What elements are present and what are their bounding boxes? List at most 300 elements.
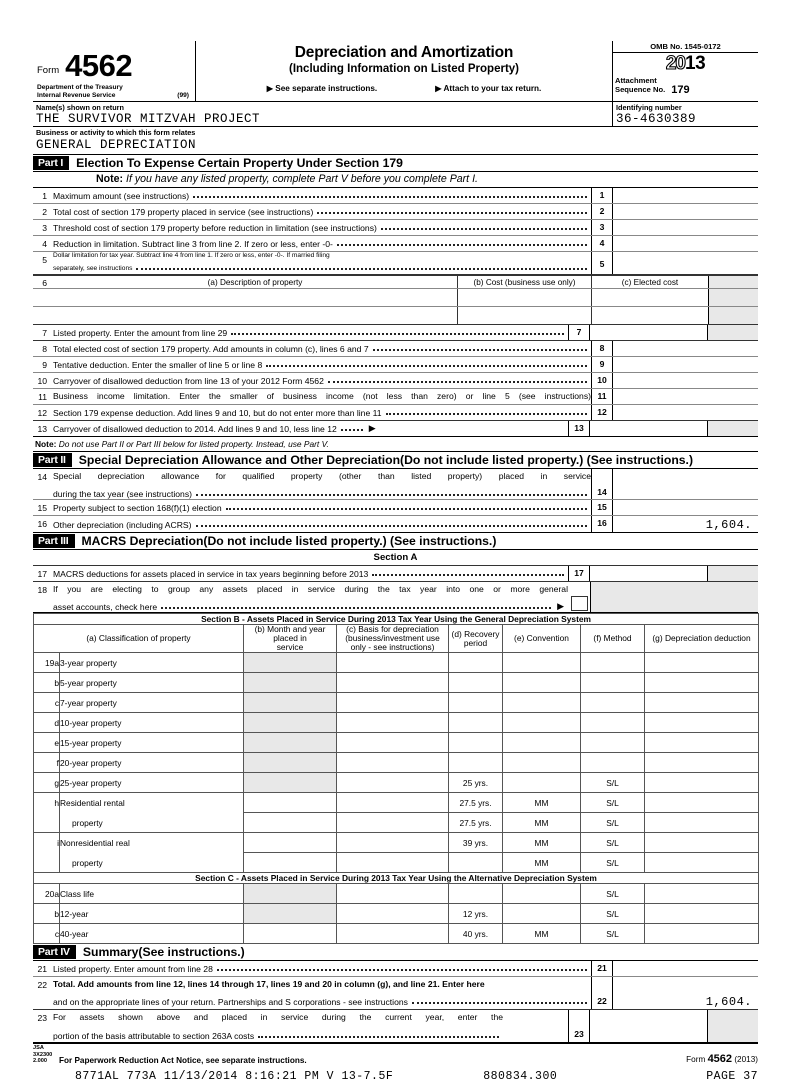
row-19g-basis[interactable] bbox=[337, 773, 449, 793]
line-10-value[interactable] bbox=[613, 373, 758, 388]
line-6-table-header bbox=[33, 275, 758, 288]
line-6-col-b-header: (b) Cost (business use only) bbox=[457, 276, 591, 288]
line-16-row bbox=[33, 516, 758, 532]
row-19a-label: 3-year property bbox=[60, 653, 244, 673]
row-20b-recovery: 12 yrs. bbox=[449, 904, 503, 924]
row-19e-convention[interactable] bbox=[503, 733, 581, 753]
leader-dots bbox=[373, 341, 587, 351]
part-3-title-note: (Do not include listed property.) (See instructions.) bbox=[203, 534, 497, 549]
row-19a-deduction[interactable] bbox=[645, 653, 759, 673]
line-9-text: Tentative deduction. Enter the smaller of line 5 or line 8 bbox=[53, 360, 263, 371]
line-2-box-number: 2 bbox=[591, 204, 613, 219]
row-19c-basis[interactable] bbox=[337, 693, 449, 713]
table-row bbox=[34, 693, 759, 713]
part-1-note bbox=[33, 172, 758, 188]
part-1-note-italic: If you have any listed property, complete Part V before you complete Part I. bbox=[123, 173, 478, 186]
line-6-elected-cell-2[interactable] bbox=[591, 307, 708, 324]
section-b-title-row bbox=[34, 614, 759, 625]
line-12-number: 12 bbox=[37, 408, 47, 419]
table-row bbox=[34, 673, 759, 693]
table-row bbox=[34, 924, 759, 944]
row-19a-basis[interactable] bbox=[337, 653, 449, 673]
row-19c-method[interactable] bbox=[581, 693, 645, 713]
leader-dots bbox=[196, 517, 587, 527]
section-b-table bbox=[33, 613, 759, 944]
line-22-text-2: and on the appropriate lines of your return. Partnerships and S corporations - see instructions bbox=[53, 997, 408, 1008]
line-9-number: 9 bbox=[42, 360, 47, 371]
line-5-text-1: Dollar limitation for tax year. Subtract line 4 from line 1. If zero or less, enter -0-. If married filing bbox=[53, 252, 330, 260]
line-23-value[interactable] bbox=[590, 1010, 707, 1042]
section-c-title: Section C - Assets Placed in Service During 2013 Tax Year Using the Alternative Depreciation System bbox=[34, 873, 759, 884]
form-subtitle: (Including Information on Listed Property) bbox=[289, 63, 519, 75]
row-20b-basis[interactable] bbox=[337, 904, 449, 924]
tax-year-digits: 13 bbox=[685, 53, 706, 74]
line-13-text: Carryover of disallowed deduction to 2014. Add lines 9 and 10, less line 12 bbox=[53, 424, 337, 435]
line-21-box-number: 21 bbox=[591, 961, 613, 976]
business-activity-value: GENERAL DEPRECIATION bbox=[36, 138, 197, 153]
row-19f-convention[interactable] bbox=[503, 753, 581, 773]
line-22-box-number: 22 bbox=[591, 977, 613, 1009]
row-19g-deduction[interactable] bbox=[645, 773, 759, 793]
row-19h-recovery: 27.5 yrs. bbox=[449, 793, 503, 813]
line-6-shaded-cell bbox=[708, 276, 758, 288]
leader-dots bbox=[381, 220, 587, 230]
line-8-row bbox=[33, 341, 758, 357]
row-19c-deduction[interactable] bbox=[645, 693, 759, 713]
leader-dots bbox=[266, 357, 587, 367]
table-row bbox=[34, 884, 759, 904]
line-14-number: 14 bbox=[37, 472, 47, 483]
line-8-text: Total elected cost of section 179 property. Add amounts in column (c), lines 6 and 7 bbox=[53, 344, 369, 355]
line-6-desc-cell-1[interactable] bbox=[33, 289, 457, 306]
attachment-label-1: Attachment bbox=[615, 76, 657, 85]
name-field-block[interactable] bbox=[33, 102, 613, 126]
row-19g-convention[interactable] bbox=[503, 773, 581, 793]
row-19d-method[interactable] bbox=[581, 713, 645, 733]
line-1-value[interactable] bbox=[613, 188, 758, 203]
line-18-text-2: asset accounts, check here bbox=[53, 602, 158, 613]
row-20c-convention: MM bbox=[503, 924, 581, 944]
line-4-value[interactable] bbox=[613, 236, 758, 251]
line-8-value[interactable] bbox=[613, 341, 758, 356]
leader-dots bbox=[226, 500, 587, 510]
table-row bbox=[34, 813, 759, 833]
col-a-header: (a) Classification of property bbox=[34, 625, 244, 653]
line-6-row bbox=[33, 306, 758, 324]
row-20c-month-year[interactable] bbox=[244, 924, 337, 944]
attachment-sequence-number: 179 bbox=[671, 83, 690, 96]
row-20a-label: Class life bbox=[60, 884, 244, 904]
line-11-row bbox=[33, 389, 758, 405]
row-20c-deduction[interactable] bbox=[645, 924, 759, 944]
line-21-value[interactable] bbox=[613, 961, 758, 976]
see-instructions-note: ▶ See separate instructions. bbox=[266, 84, 378, 93]
line-15-text: Property subject to section 168(f)(1) election bbox=[53, 503, 222, 514]
row-19f-recovery[interactable] bbox=[449, 753, 503, 773]
line-12-text: Section 179 expense deduction. Add lines 9 and 10, but do not enter more than line 11 bbox=[53, 408, 382, 419]
line-18-checkbox[interactable] bbox=[571, 596, 588, 611]
business-activity-caption: Business or activity to which this form relates bbox=[36, 128, 196, 138]
line-6-elected-cell-1[interactable] bbox=[591, 289, 708, 306]
line-18-row bbox=[33, 582, 758, 613]
row-19g-recovery: 25 yrs. bbox=[449, 773, 503, 793]
part-3-bar bbox=[33, 532, 758, 550]
row-19f-month-year bbox=[244, 753, 337, 773]
row-19f-method[interactable] bbox=[581, 753, 645, 773]
row-20a-recovery[interactable] bbox=[449, 884, 503, 904]
row-19d-number: d bbox=[34, 713, 60, 733]
line-3-number: 3 bbox=[42, 223, 47, 234]
row-19h2-label: property bbox=[60, 813, 244, 833]
row-20b-convention[interactable] bbox=[503, 904, 581, 924]
row-19c-label: 7-year property bbox=[60, 693, 244, 713]
row-19i-label: Nonresidential real bbox=[60, 833, 244, 853]
row-19h-convention: MM bbox=[503, 793, 581, 813]
line-5-box-number: 5 bbox=[591, 252, 613, 274]
line-22-value[interactable]: 1,604. bbox=[705, 995, 752, 1010]
line-17-row bbox=[33, 566, 758, 582]
row-20a-number: 20a bbox=[34, 884, 60, 904]
tax-year bbox=[613, 53, 758, 77]
section-b-column-headers bbox=[34, 625, 759, 653]
row-19e-month-year bbox=[244, 733, 337, 753]
department-code: (99) bbox=[177, 92, 189, 100]
line-12-box-number: 12 bbox=[591, 405, 613, 420]
row-19b-deduction[interactable] bbox=[645, 673, 759, 693]
table-row bbox=[34, 733, 759, 753]
omb-number: OMB No. 1545-0172 bbox=[613, 41, 758, 53]
form-footer bbox=[33, 1043, 758, 1064]
row-19i-basis[interactable] bbox=[337, 833, 449, 853]
row-19i2-month-year[interactable] bbox=[244, 853, 337, 873]
row-19e-label: 15-year property bbox=[60, 733, 244, 753]
row-19e-method[interactable] bbox=[581, 733, 645, 753]
line-15-box-number: 15 bbox=[591, 500, 613, 515]
line-15-row bbox=[33, 500, 758, 516]
attachment-sequence bbox=[613, 77, 758, 95]
line-23-row bbox=[33, 1010, 758, 1043]
line-17-text: MACRS deductions for assets placed in service in tax years beginning before 2013 bbox=[53, 569, 369, 580]
line-5-text-2: separately, see instructions bbox=[53, 265, 133, 273]
line-7-box-number: 7 bbox=[568, 325, 590, 340]
line-13-number: 13 bbox=[37, 424, 47, 435]
row-19h-month-year[interactable] bbox=[244, 793, 337, 813]
col-e-header: (e) Convention bbox=[503, 625, 581, 653]
form-number: 4562 bbox=[65, 48, 133, 83]
line-10-number: 10 bbox=[37, 376, 47, 387]
row-19i-method: S/L bbox=[581, 833, 645, 853]
id-field-block[interactable] bbox=[613, 102, 758, 126]
row-19h-basis[interactable] bbox=[337, 793, 449, 813]
part-4-badge: Part IV bbox=[33, 945, 76, 959]
row-20c-method: S/L bbox=[581, 924, 645, 944]
row-20b-number: b bbox=[34, 904, 60, 924]
row-19h-method: S/L bbox=[581, 793, 645, 813]
row-19b-method[interactable] bbox=[581, 673, 645, 693]
line-14-text-1: Special depreciation allowance for qualified property (other than listed property) placed in service bbox=[53, 471, 591, 482]
leader-dots bbox=[258, 1028, 499, 1038]
row-19a-recovery[interactable] bbox=[449, 653, 503, 673]
leader-dots bbox=[161, 599, 551, 609]
row-19f-basis[interactable] bbox=[337, 753, 449, 773]
line-17-number: 17 bbox=[37, 569, 47, 580]
table-row bbox=[34, 713, 759, 733]
leader-dots bbox=[341, 421, 363, 431]
row-20a-basis[interactable] bbox=[337, 884, 449, 904]
line-6-shaded-cell bbox=[708, 289, 758, 306]
row-20a-convention[interactable] bbox=[503, 884, 581, 904]
right-arrow-icon: ▶ bbox=[368, 423, 376, 434]
col-d-header: (d) Recovery period bbox=[449, 625, 503, 653]
part-1-lines-1-4 bbox=[33, 188, 758, 252]
row-20a-deduction[interactable] bbox=[645, 884, 759, 904]
part-1-lines-8-12 bbox=[33, 341, 758, 421]
line-22-text-1: Total. Add amounts from line 12, lines 14 through 17, lines 19 and 20 in column (g), and line 21. Enter here bbox=[53, 979, 485, 990]
right-arrow-icon: ▶ bbox=[557, 601, 564, 612]
line-3-row bbox=[33, 220, 758, 236]
row-19i2-convention: MM bbox=[503, 853, 581, 873]
line-6-desc-cell-2[interactable] bbox=[33, 307, 457, 324]
row-19g-method: S/L bbox=[581, 773, 645, 793]
leader-dots bbox=[136, 260, 587, 270]
table-row bbox=[34, 753, 759, 773]
line-6-number: 6 bbox=[42, 278, 47, 289]
row-20b-month-year bbox=[244, 904, 337, 924]
row-19d-convention[interactable] bbox=[503, 713, 581, 733]
attachment-label-2: Sequence No. bbox=[615, 84, 666, 94]
leader-dots bbox=[337, 236, 587, 246]
line-3-box-number: 3 bbox=[591, 220, 613, 235]
row-19h-label: Residential rental bbox=[60, 793, 244, 813]
row-19e-basis[interactable] bbox=[337, 733, 449, 753]
tax-year-century: 20 bbox=[665, 53, 685, 74]
row-19b-convention[interactable] bbox=[503, 673, 581, 693]
line-1-row bbox=[33, 188, 758, 204]
row-19b-number: b bbox=[34, 673, 60, 693]
identifying-number-value: 36-4630389 bbox=[616, 112, 697, 127]
line-6-cost-cell-2[interactable] bbox=[457, 307, 591, 324]
row-19a-convention[interactable] bbox=[503, 653, 581, 673]
row-19h-deduction[interactable] bbox=[645, 793, 759, 813]
section-c-title-row bbox=[34, 873, 759, 884]
table-row bbox=[34, 853, 759, 873]
footer-form-id: Form 4562 (2013) bbox=[686, 1052, 758, 1065]
line-5-row bbox=[33, 252, 758, 275]
line-18-text-1: If you are electing to group any assets placed in service during the tax year into one or more general bbox=[53, 584, 568, 595]
row-19e-deduction[interactable] bbox=[645, 733, 759, 753]
form-header bbox=[33, 41, 758, 102]
line-18-number: 18 bbox=[37, 585, 47, 596]
row-19d-recovery[interactable] bbox=[449, 713, 503, 733]
line-5-number: 5 bbox=[42, 255, 47, 266]
row-20b-method: S/L bbox=[581, 904, 645, 924]
row-19g-month-year bbox=[244, 773, 337, 793]
department-label: Department of the Treasury Internal Revenue Service bbox=[37, 84, 123, 100]
line-12-row bbox=[33, 405, 758, 421]
line-14-box-number: 14 bbox=[591, 469, 613, 499]
line-6-cost-cell-1[interactable] bbox=[457, 289, 591, 306]
line-10-box-number: 10 bbox=[591, 373, 613, 388]
line-11-box-number: 11 bbox=[591, 389, 613, 404]
line-2-value[interactable] bbox=[613, 204, 758, 219]
line-17-value[interactable] bbox=[590, 566, 707, 581]
attach-return-note: ▶ Attach to your tax return. bbox=[435, 84, 542, 93]
row-19i-deduction[interactable] bbox=[645, 833, 759, 853]
business-activity-block[interactable] bbox=[33, 127, 758, 152]
line-9-box-number: 9 bbox=[591, 357, 613, 372]
row-19i2-method: S/L bbox=[581, 853, 645, 873]
col-f-header: (f) Method bbox=[581, 625, 645, 653]
row-20b-label: 12-year bbox=[60, 904, 244, 924]
col-g-header: (g) Depreciation deduction bbox=[645, 625, 759, 653]
line-6-row bbox=[33, 288, 758, 306]
line-7-row bbox=[33, 324, 758, 341]
row-19h2-basis[interactable] bbox=[337, 813, 449, 833]
line-2-row bbox=[33, 204, 758, 220]
row-19i2-label: property bbox=[60, 853, 244, 873]
table-row bbox=[34, 833, 759, 853]
name-and-id-row bbox=[33, 102, 758, 127]
part-1-bar bbox=[33, 154, 758, 172]
page-number: PAGE 37 bbox=[706, 1069, 758, 1083]
row-20c-basis[interactable] bbox=[337, 924, 449, 944]
part-2-title-note: (Do not include listed property.) (See instructions.) bbox=[400, 453, 694, 468]
footer-trace-line bbox=[33, 1070, 758, 1083]
part-2-badge: Part II bbox=[33, 453, 72, 467]
trace-account: 880834.300 bbox=[483, 1069, 558, 1083]
part-4-title: Summary bbox=[82, 945, 139, 960]
line-7-text: Listed property. Enter the amount from line 29 bbox=[53, 328, 228, 339]
line-4-box-number: 4 bbox=[591, 236, 613, 251]
row-19e-recovery[interactable] bbox=[449, 733, 503, 753]
line-16-text: Other depreciation (including ACRS) bbox=[53, 520, 192, 531]
form-word-label: Form bbox=[37, 65, 60, 76]
line-23-shaded-cell bbox=[707, 1010, 758, 1042]
leader-dots bbox=[196, 486, 587, 496]
leader-dots bbox=[217, 961, 587, 971]
leader-dots bbox=[193, 188, 587, 198]
line-17-shaded-cell bbox=[707, 566, 758, 581]
part-3-title: MACRS Depreciation bbox=[81, 534, 204, 549]
row-19b-basis[interactable] bbox=[337, 673, 449, 693]
row-20c-recovery: 40 yrs. bbox=[449, 924, 503, 944]
row-19i-month-year[interactable] bbox=[244, 833, 337, 853]
line-23-box-number: 23 bbox=[568, 1010, 590, 1042]
form-identity-block bbox=[33, 41, 196, 101]
leader-dots bbox=[231, 325, 564, 335]
row-19i-convention: MM bbox=[503, 833, 581, 853]
line-10-row bbox=[33, 373, 758, 389]
id-caption: Identifying number bbox=[616, 103, 682, 113]
row-20b-deduction[interactable] bbox=[645, 904, 759, 924]
line-7-number: 7 bbox=[42, 328, 47, 339]
part-3-badge: Part III bbox=[33, 534, 75, 548]
table-row bbox=[34, 773, 759, 793]
line-21-row bbox=[33, 961, 758, 977]
line-1-box-number: 1 bbox=[591, 188, 613, 203]
trace-id: 8771AL 773A 11/13/2014 8:16:21 PM V 13-7.5F bbox=[75, 1069, 394, 1083]
row-19h2-convention: MM bbox=[503, 813, 581, 833]
row-19a-number: 19a bbox=[34, 653, 60, 673]
row-19c-convention[interactable] bbox=[503, 693, 581, 713]
row-19f-deduction[interactable] bbox=[645, 753, 759, 773]
line-3-text: Threshold cost of section 179 property before reduction in limitation (see instructions) bbox=[53, 223, 377, 234]
part-1-badge: Part I bbox=[33, 156, 69, 170]
section-a-title: Section A bbox=[33, 550, 758, 566]
part-1-bottom-note-italic: Do not use Part II or Part III below for listed property. Instead, use Part V. bbox=[56, 439, 329, 450]
part-1-title: Election To Expense Certain Property Under Section 179 bbox=[76, 156, 403, 171]
row-19g-number: g bbox=[34, 773, 60, 793]
line-6-shaded-cell bbox=[708, 307, 758, 324]
row-19b-recovery[interactable] bbox=[449, 673, 503, 693]
table-row bbox=[34, 653, 759, 673]
section-b-title: Section B - Assets Placed in Service During 2013 Tax Year Using the General Depreciation System bbox=[34, 614, 759, 625]
name-value: THE SURVIVOR MITZVAH PROJECT bbox=[36, 112, 261, 127]
row-19h2-recovery: 27.5 yrs. bbox=[449, 813, 503, 833]
row-19a-method[interactable] bbox=[581, 653, 645, 673]
row-19i2-number bbox=[34, 853, 60, 873]
omb-block bbox=[613, 41, 758, 101]
row-19c-month-year bbox=[244, 693, 337, 713]
leader-dots bbox=[328, 373, 587, 383]
paperwork-notice: For Paperwork Reduction Act Notice, see separate instructions. bbox=[59, 1055, 307, 1065]
row-19h2-month-year[interactable] bbox=[244, 813, 337, 833]
line-2-number: 2 bbox=[42, 207, 47, 218]
row-19b-month-year bbox=[244, 673, 337, 693]
row-19d-label: 10-year property bbox=[60, 713, 244, 733]
col-b-header: (b) Month and year placed in service bbox=[244, 625, 337, 653]
row-19i2-deduction[interactable] bbox=[645, 853, 759, 873]
row-19i-number: i bbox=[34, 833, 60, 853]
line-11-value[interactable] bbox=[613, 389, 758, 404]
line-21-text: Listed property. Enter amount from line 28 bbox=[53, 964, 213, 975]
row-19h2-deduction[interactable] bbox=[645, 813, 759, 833]
row-19d-basis[interactable] bbox=[337, 713, 449, 733]
leader-dots bbox=[412, 994, 587, 1004]
line-18-shaded-cell bbox=[590, 582, 758, 612]
line-16-value[interactable]: 1,604. bbox=[705, 518, 752, 533]
line-4-row bbox=[33, 236, 758, 252]
leader-dots bbox=[386, 405, 587, 415]
line-5-value[interactable] bbox=[613, 252, 758, 274]
line-14-value[interactable] bbox=[613, 469, 758, 499]
line-9-row bbox=[33, 357, 758, 373]
part-1-bottom-note bbox=[33, 437, 758, 452]
row-19c-recovery[interactable] bbox=[449, 693, 503, 713]
row-19d-deduction[interactable] bbox=[645, 713, 759, 733]
row-19i2-basis[interactable] bbox=[337, 853, 449, 873]
line-10-text: Carryover of disallowed deduction from line 13 of your 2012 Form 4562 bbox=[53, 376, 324, 387]
line-23-text-2: portion of the basis attributable to section 263A costs bbox=[53, 1031, 255, 1042]
line-1-text: Maximum amount (see instructions) bbox=[53, 191, 190, 202]
line-15-value[interactable] bbox=[613, 500, 758, 515]
line-9-value[interactable] bbox=[613, 357, 758, 372]
line-22-number: 22 bbox=[37, 980, 47, 991]
line-3-value[interactable] bbox=[613, 220, 758, 235]
line-6-col-a-header: (a) Description of property bbox=[207, 278, 303, 288]
row-19b-label: 5-year property bbox=[60, 673, 244, 693]
line-13-box-number: 13 bbox=[568, 421, 590, 436]
leader-dots bbox=[317, 204, 587, 214]
row-19h2-number bbox=[34, 813, 60, 833]
line-14-row bbox=[33, 469, 758, 500]
row-19c-number: c bbox=[34, 693, 60, 713]
part-4-bar bbox=[33, 944, 758, 961]
line-7-value[interactable] bbox=[590, 325, 707, 340]
line-13-value[interactable] bbox=[590, 421, 707, 436]
line-12-value[interactable] bbox=[613, 405, 758, 420]
line-6-col-c-header: (c) Elected cost bbox=[591, 276, 708, 288]
